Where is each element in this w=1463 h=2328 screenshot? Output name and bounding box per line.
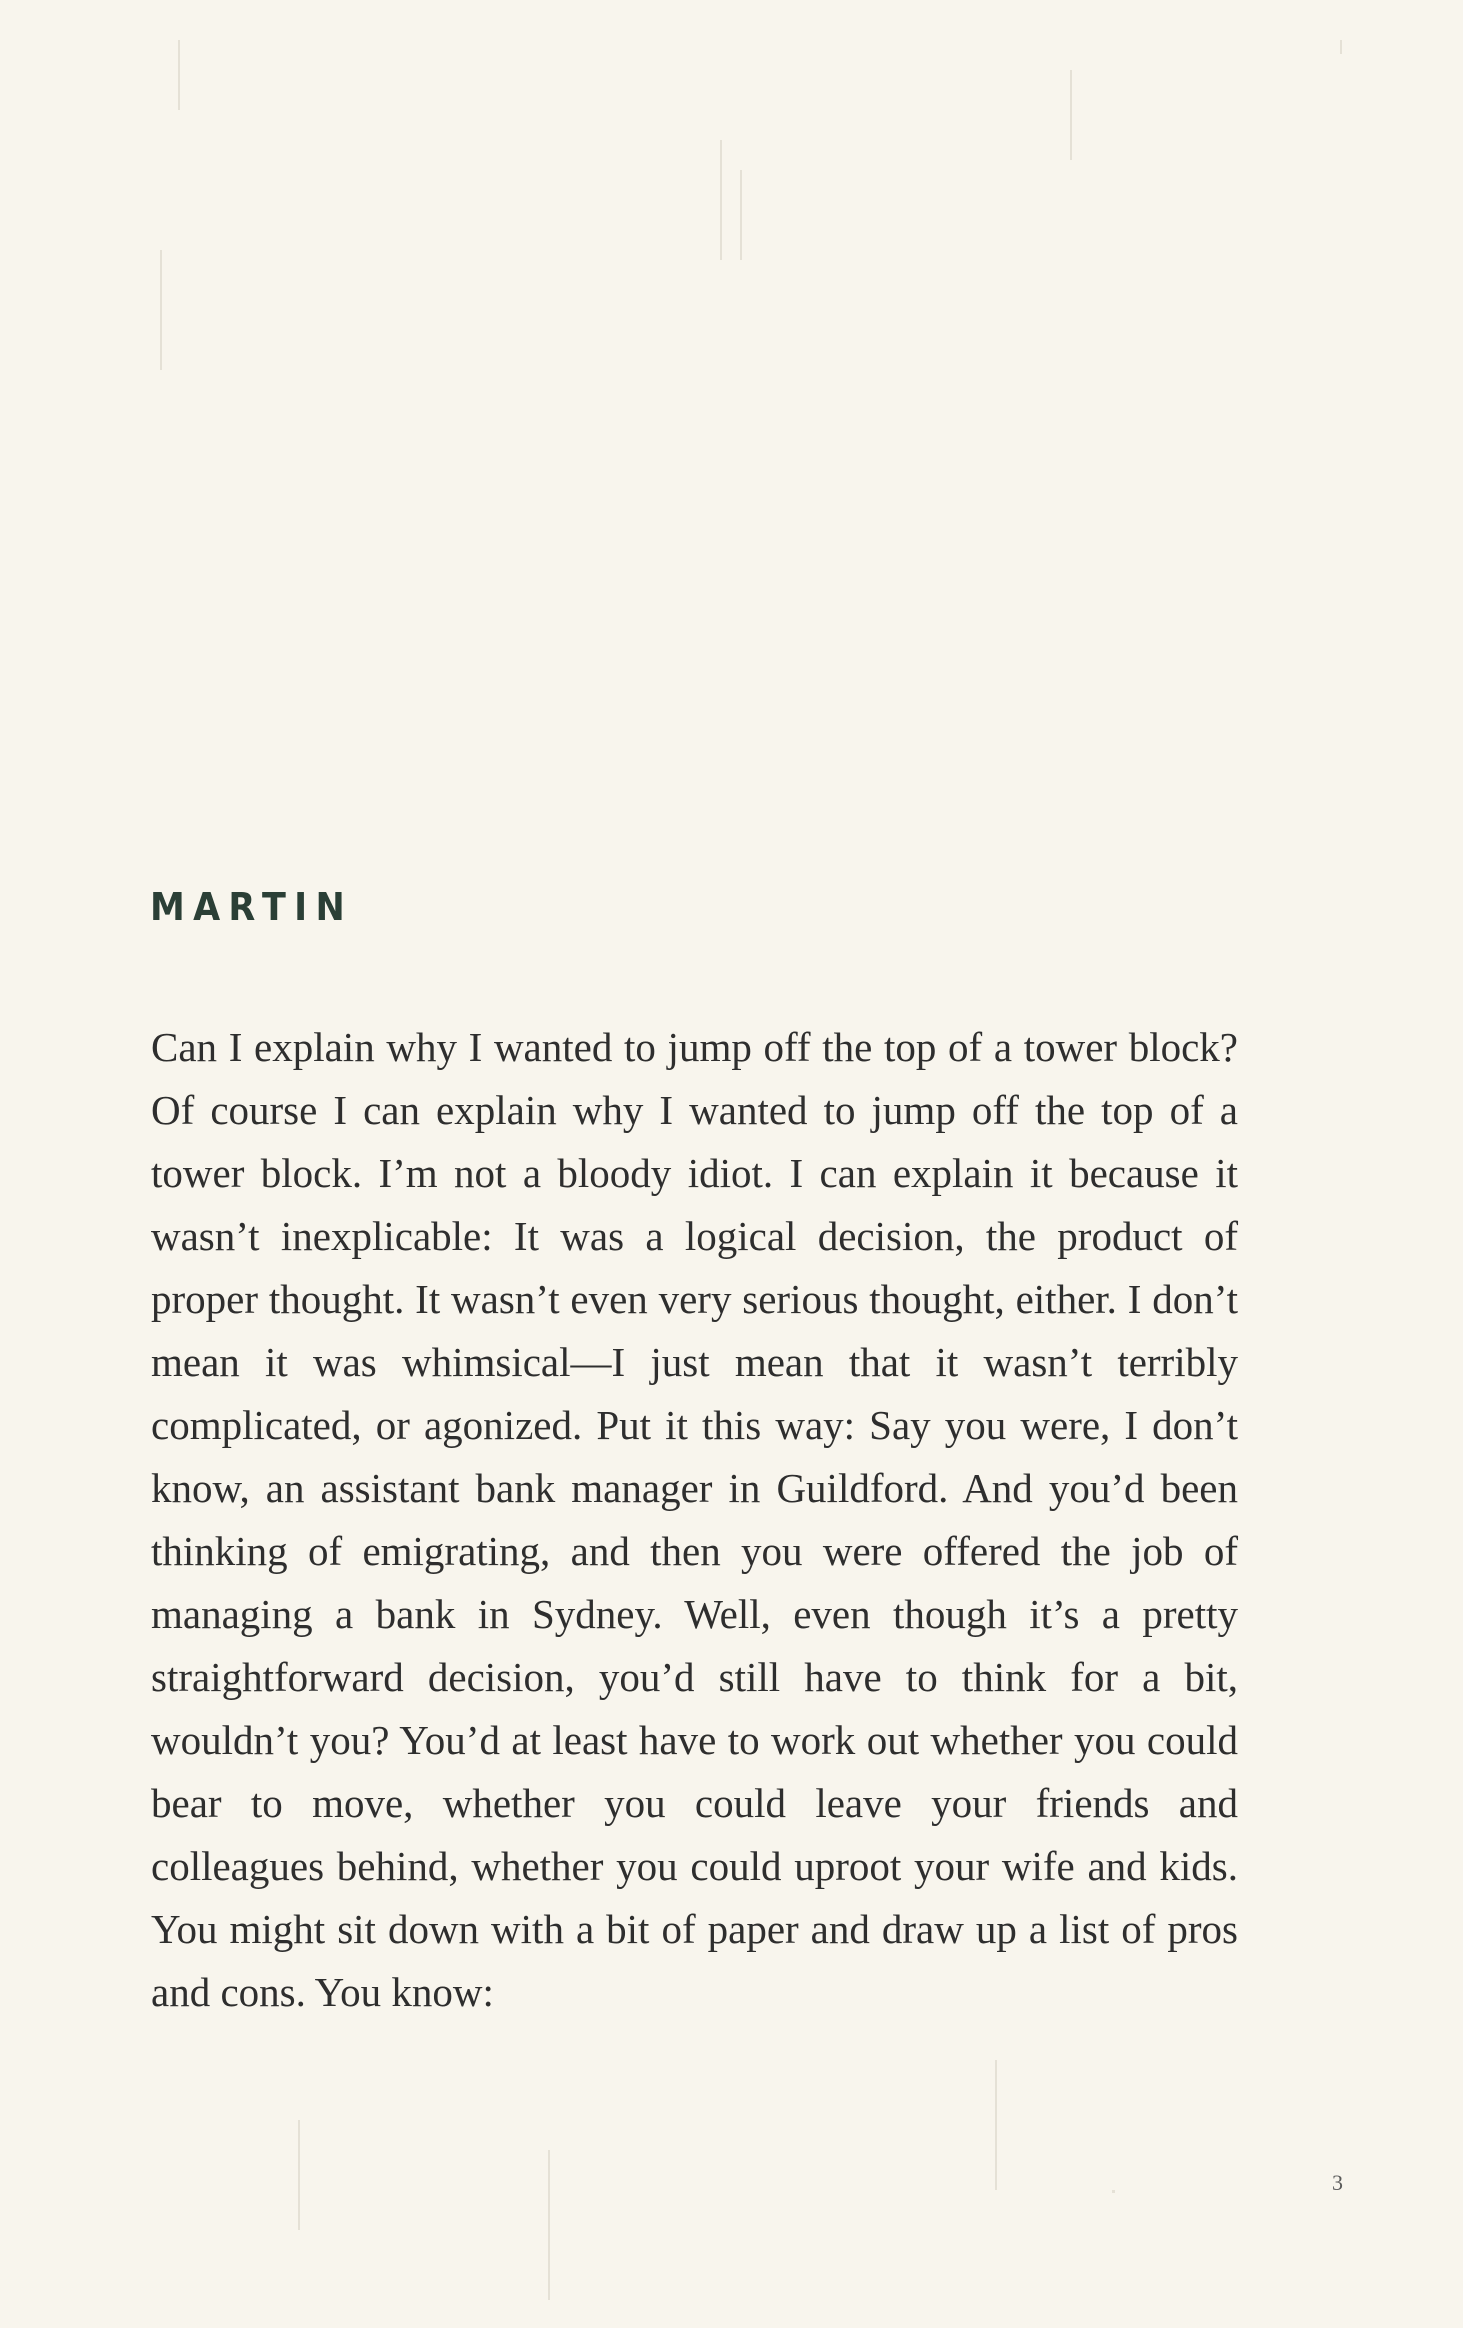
scan-speck — [1070, 70, 1072, 160]
scan-speck — [298, 2120, 300, 2230]
scan-speck — [178, 40, 180, 110]
page-number: 3 — [1332, 2170, 1343, 2195]
scan-speck — [160, 250, 162, 370]
scan-speck — [720, 140, 722, 260]
body-paragraph: Can I explain why I wanted to jump off the top of a tower block? Of course I can explain why I wanted to jump off the top of a tower block. I’m not a bloody idiot. I can explain it because it wasn’t inexplicable: It was a logical decision, the product of proper thought. It wasn’t even very serious thought, either. I don’t mean it was whimsical—I just mean that it wasn’t terribly complicated, or agonized. Put it this way: Say you were, I don’t know, an assistant bank manager in Guildford. And you’d been thinking of emigrating, and then you were offered the job of managing a bank in Sydney. Well, even though it’s a pretty straightforward decision, you’d still have to think for a bit, wouldn’t you? You’d at least have to work out whether you could bear to move, whether you could leave your friends and colleagues behind, whether you could uproot your wife and kids. You might sit down with a bit of paper and draw up a list of pros and cons. You know: — [151, 1024, 1238, 2015]
scan-speck — [995, 2060, 997, 2190]
chapter-heading: MARTIN — [150, 885, 353, 929]
scan-speck — [1340, 40, 1342, 54]
scan-speck — [1112, 2190, 1115, 2193]
scan-speck — [548, 2150, 550, 2300]
scan-speck — [740, 170, 742, 260]
